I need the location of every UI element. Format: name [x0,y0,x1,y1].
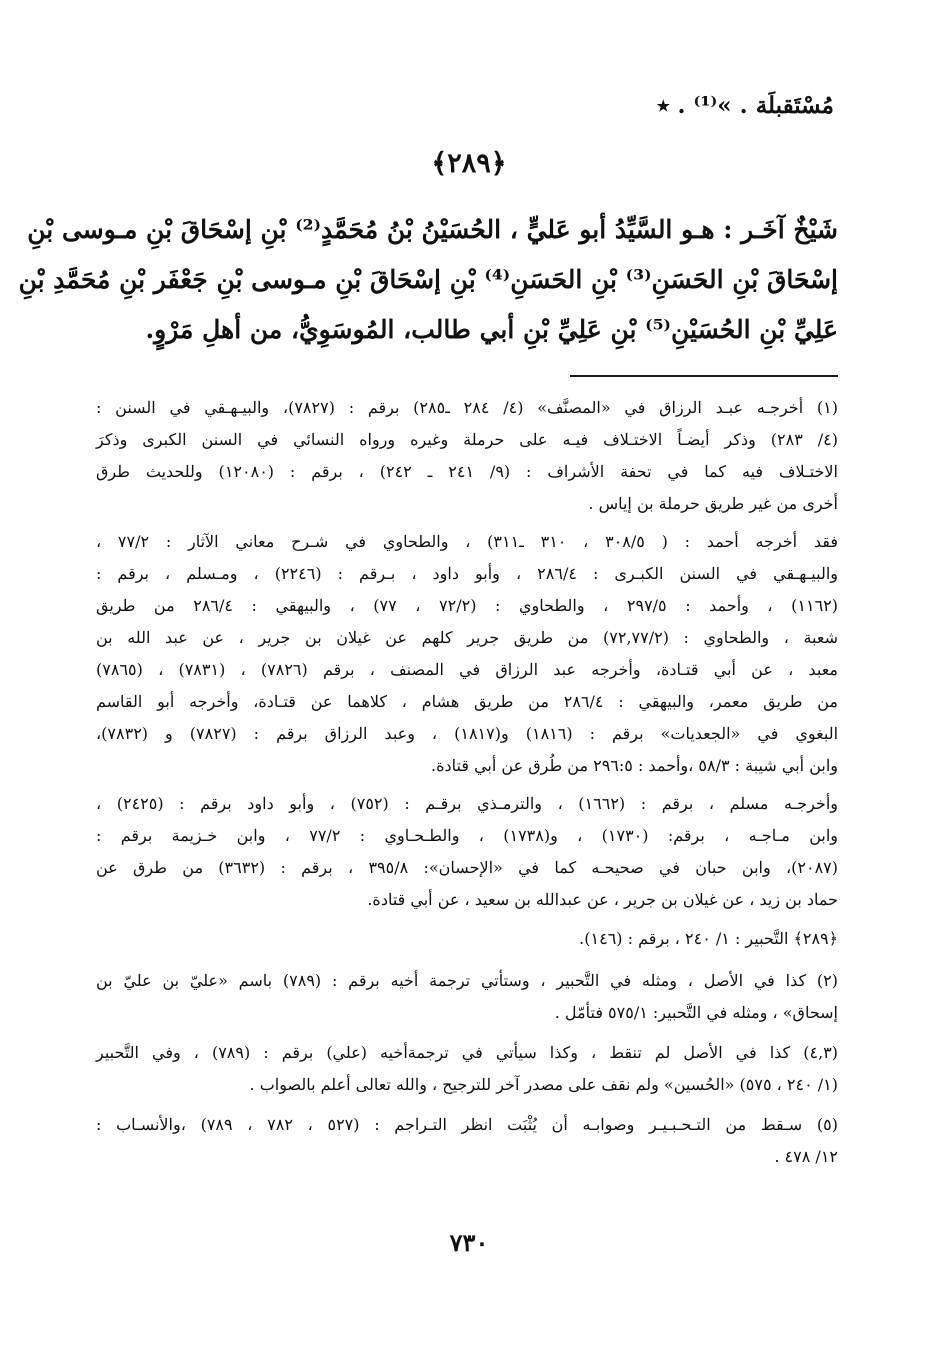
entry-text-line: شَيْخٌ آخَـر : هـو السَّيِّدُ أبو عَليٍّ ، الحُسَيْنُ بْنُ مُحَمَّدٍ⁽²⁾ بْنِ إسْحَاقَ بْنِ مـوسى بْنِ [27,215,838,244]
footnote-line: أخرى من غير طريق حرملة بن إياس . [588,494,838,513]
footnote-line: شعبة ، والطحاوي : (٧٢,٧٧/٢) من طريق جرير كلهم عن غيلان بن جرير ، عن عبد الله بن [96,628,838,647]
page-number: ٧٣٠ [449,1228,489,1257]
footnote-line: (٢٠٨٧)، وابن حبان في صحيحـه كما في «الإحسان»: ٣٩٥/٨ ، برقم : (٣٦٣٢) من طرق عن [96,858,839,877]
footnote-line: ﴿٢٨٩﴾ التَّحبير : ١/ ٢٤٠ ، برقم : (١٤٦). [579,929,838,948]
footnote-line: (١/ ٢٤٠ ، ٥٧٥) «الحُسين» ولم نقف على مصدر آخر للترجيح ، والله تعالى أعلم بالصواب . [249,1075,838,1094]
entry-text-line: إسْحَاقَ بْنِ الحَسَنِ⁽³⁾ بْنِ الحَسَنِ⁽⁴⁾ بْنِ إسْحَاقَ بْنِ مـوسى بْنِ جَعْفَر بْنِ مُحَمَّدِ بْنِ [18,265,838,294]
footnote-line: ١٢/ ٤٧٨ . [774,1147,838,1166]
footnote-line: (١) أخرجـه عبـد الرزاق في «المصنَّف» (٤/ ٢٨٤ ـ٢٨٥) برقم : (٧٨٢٧)، والبيـهـقي في السنن : [96,398,838,417]
entry-text-line: عَلِيِّ بْنِ الحُسَيْنِ⁽⁵⁾ بْنِ عَلِيِّ بْنِ أبي طالب، المُوسَوِيُّ، من أهلِ مَرْوٍ. [145,315,838,344]
footnote-line: (٥) سـقط من التـحـبـيـر وصوابـه أن يُثْبَت انظر التـراجم : (٥٢٧ ، ٧٨٢ ، ٧٨٩) ،والأنسـاب : [96,1115,838,1134]
footnote-divider [570,375,838,377]
carryover-line: مُسْتَقبلَة . »⁽¹⁾ . ٭ [656,92,834,119]
footnote-line: إسحاق» ، ومثله في التَّحبير: ٥٧٥/١ فتأمّل . [554,1003,838,1022]
entry-number: ﴿٢٨٩﴾ [431,148,507,179]
footnote-line: فقد أخرجه أحمد : ( ٣٠٨/٥ ، ٣١٠ ـ٣١١) ، والطحاوي في شـرح معاني الآثار : ٧٧/٢ ، [96,532,839,551]
footnote-line: البغوي في «الجعديات» برقم : (١٨١٦) و(١٨١٧) ، وعبد الرزاق برقم : (٧٨٢٧) و (٧٨٣٢)، [96,724,839,743]
footnote-line: (٤/ ٢٨٣) وذكر أيضـاً الاختـلاف فيـه على حرملة وغيره ورواه النسائي في السنن الكبرى وذكرَ [96,430,838,449]
footnote-line: وأخرجـه مسلم ، برقم : (١٦٦٢) ، والترمـذي برقـم : (٧٥٢) ، وأبو داود برقم : (٢٤٢٥) ، [96,794,838,813]
footnote-line: وابن أبي شيبة : ٥٨/٣ ،وأحمد : ٢٩٦:٥ من طُرق عن أبي قتادة. [431,756,838,775]
footnote-line: معبد ، عن أبي قتـادة، وأخرجه عبد الرزاق في المصنف ، برقم (٧٨٢٦) ، (٧٨٣١) ، (٧٨٦٥) [96,660,838,679]
footnote-line: وابن مـاجـه ، برقم: (١٧٣٠) ، و(١٧٣٨) ، والطـحـاوي : ٧٧/٢ ، وابن خـزيمة برقم : [96,826,838,845]
footnote-line: الاختـلاف فيه كما في تحفة الأشراف : (٩/ ٢٤١ ـ ٢٤٢) ، برقم : (١٢٠٨٠) وللحديث طرق [96,462,839,481]
footnote-line: حماد بن زيد ، عن غيلان بن جرير ، عن عبدالله بن سعيد ، عن أبي قتادة. [367,890,838,909]
footnote-line: (١١٦٢) ، وأحمد : ٢٩٧/٥ ، والطحاوي : (٧٢/٢ ، ٧٧) ، والبيهقي : ٢٨٦/٤ من طريق [96,596,839,615]
footnote-line: من طريق معمر، والبيهقي : ٢٨٦/٤ من طريق هشام ، كلاهما عن قتـادة، وأخرجه أبو القاسم [96,692,839,711]
footnote-line: والبيـهـقي في السنن الكبـرى : ٢٨٦/٤ ، وأبو داود ، بـرقم : (٢٢٤٦) ، ومـسلم ، برقم : [96,564,839,583]
footnote-line: (٢) كذا في الأصل ، ومثله في التَّحبير ، وستأتي ترجمة أخيه برقم : (٧٨٩) باسم «عليّ بن عليّ بن [96,971,839,990]
footnote-line: (٤,٣) كذا في الأصل لم تنقط ، وكذا سيأتي في ترجمةأخيه (علي) برقم : (٧٨٩) ، وفي التَّحبير [96,1043,838,1062]
